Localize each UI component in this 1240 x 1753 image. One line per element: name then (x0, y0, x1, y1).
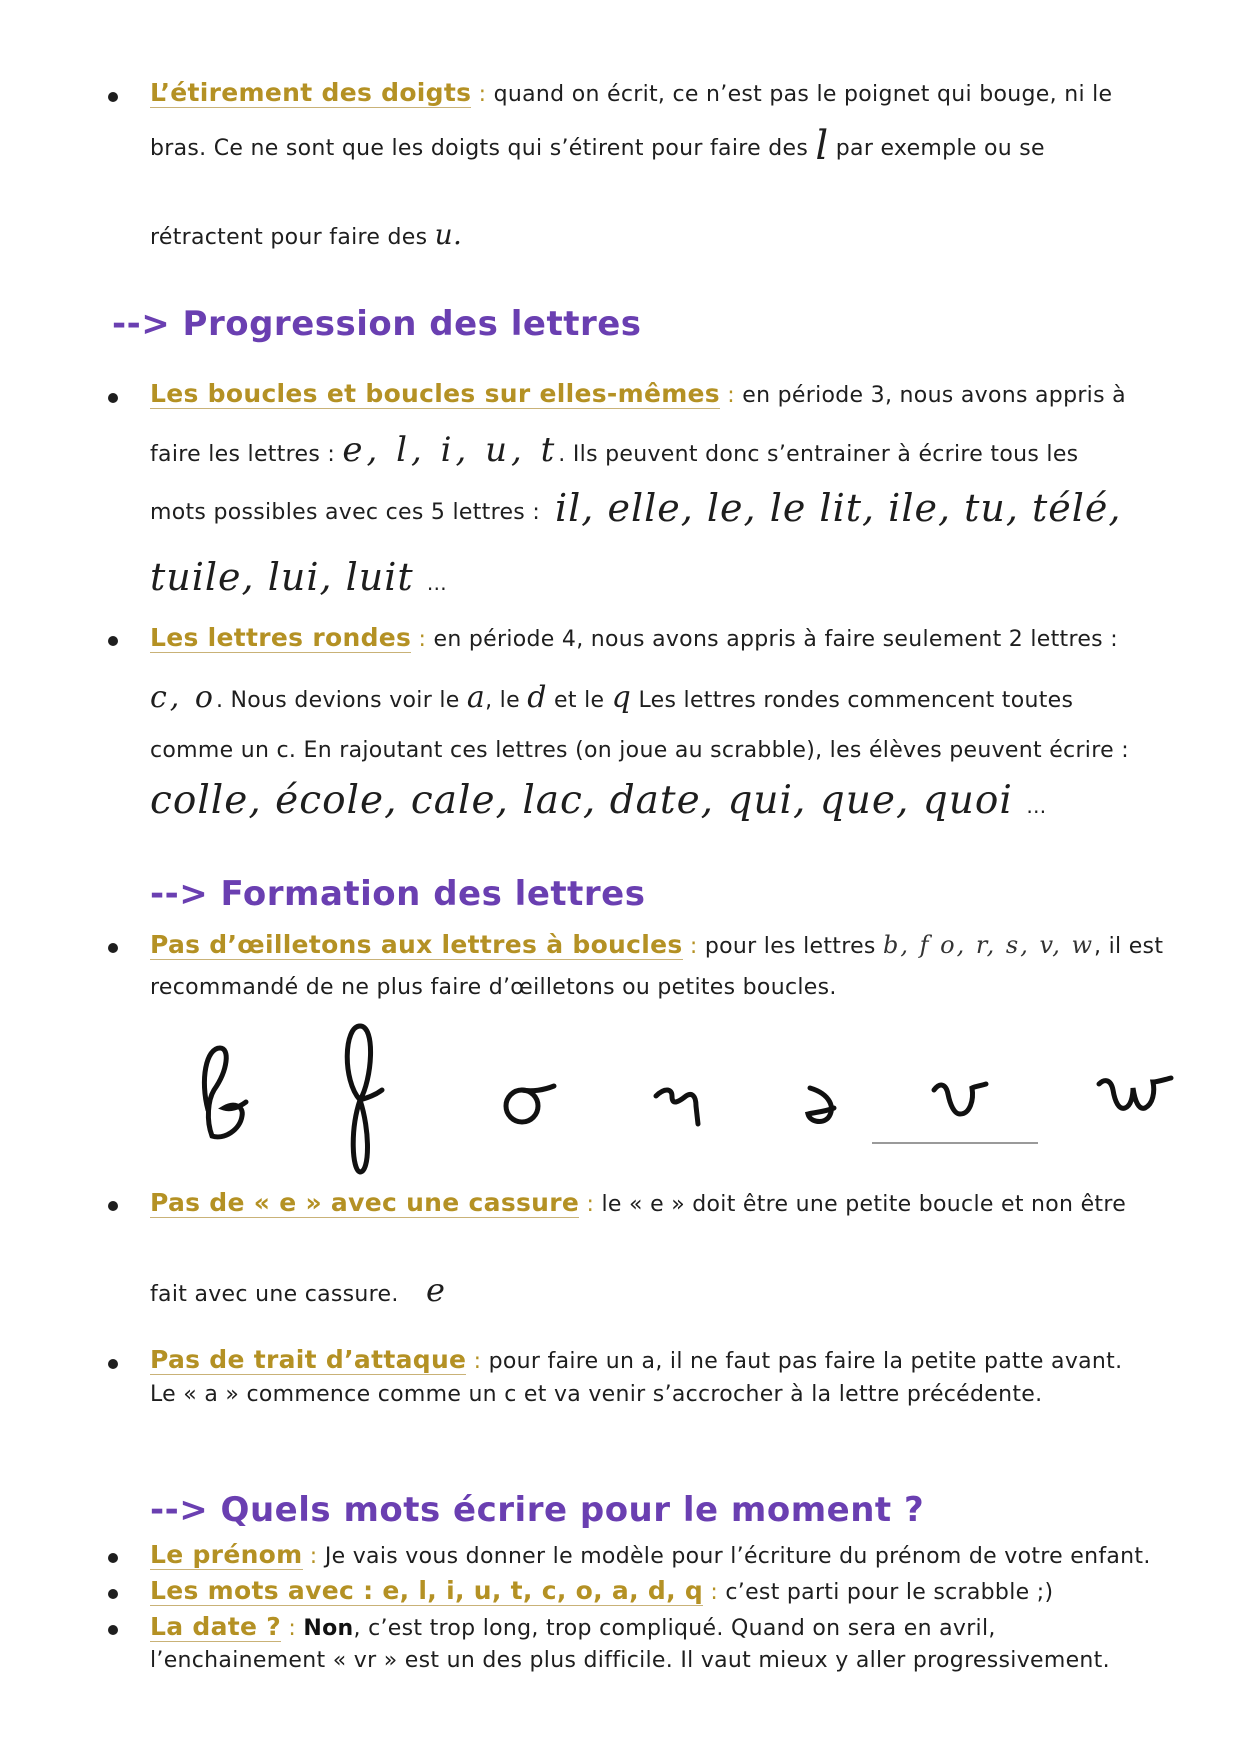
ecase-line-2 (150, 1271, 445, 1309)
bullet (108, 1201, 118, 1211)
name-key: Le prénom (150, 1540, 303, 1569)
cursive-letters-bforsvw: b, f o, r, s, v, w (882, 931, 1095, 959)
eyelets-text-2: recommandé de ne plus faire d’œilletons ou petites boucles. (150, 975, 837, 1000)
ecase-line-1 (150, 1188, 1126, 1217)
section-title-words: --> Quels mots écrire pour le moment ? (150, 1490, 925, 1530)
stretch-text-3: rétractent pour faire des (150, 225, 428, 250)
model-letter-b (190, 1040, 260, 1145)
round-text-2d: Les lettres rondes commencent toutes (638, 688, 1074, 713)
sep: : (586, 1192, 595, 1217)
attack-key: Pas de trait d’attaque (150, 1345, 467, 1374)
date-text-1: , c’est trop long, trop compliqué. Quand on sera en avril, (353, 1616, 996, 1641)
words-with-text: c’est parti pour le scrabble ;) (725, 1580, 1054, 1605)
round-text-2b: , le (485, 688, 520, 713)
loops-text-2a: faire les lettres : (150, 442, 336, 467)
bullet (108, 636, 118, 646)
section-title-formation: --> Formation des lettres (150, 874, 646, 914)
bullet (108, 92, 118, 102)
bullet (108, 1359, 118, 1369)
round-key: Les lettres rondes (150, 623, 412, 652)
attack-line-1 (150, 1345, 1122, 1374)
loops-text-2b: . Ils peuvent donc s’entrainer à écrire tous les (558, 442, 1079, 467)
attack-line-2 (150, 1382, 1042, 1407)
cursive-e: e (425, 1271, 446, 1309)
cursive-words-loops-1: il, elle, le, le lit, ile, tu, télé, (555, 486, 1122, 530)
attack-text-2: Le « a » commence comme un c et va venir s’accrocher à la lettre précédente. (150, 1382, 1043, 1407)
model-letter-o (500, 1080, 560, 1130)
stretch-key: L’étirement des doigts (150, 78, 472, 107)
date-no: Non (303, 1616, 354, 1641)
eyelets-text-1a: pour les lettres (704, 934, 876, 959)
round-text-1: en période 4, nous avons appris à faire seulement 2 lettres : (433, 627, 1118, 652)
attack-text-1: pour faire un a, il ne faut pas faire la petite patte avant. (488, 1349, 1123, 1374)
round-words: colle, école, cale, lac, date, qui, que, quoi (150, 778, 1013, 823)
stretch-line-2 (150, 123, 1045, 169)
loops-text-3: mots possibles avec ces 5 lettres : (150, 500, 541, 525)
loops-line-3 (150, 500, 540, 525)
bullet (108, 1625, 118, 1635)
words-with-key: Les mots avec : e, l, i, u, t, c, o, a, d, q (150, 1576, 704, 1605)
eyelets-key: Pas d’œilletons aux lettres à boucles (150, 930, 683, 959)
date-line-1 (150, 1612, 996, 1641)
cursive-q: q (611, 680, 632, 715)
stretch-text-2b: par exemple ou se (835, 136, 1045, 161)
eyelets-line-2 (150, 975, 837, 1000)
round-text-3: comme un c. En rajoutant ces lettres (on joue au scrabble), les élèves peuvent écrire : (150, 738, 1129, 763)
sep: : (689, 934, 698, 959)
sep: : (473, 1349, 482, 1374)
words-with-line (150, 1576, 1053, 1605)
round-text-2c: et le (554, 688, 605, 713)
cursive-words-loops-2 (150, 555, 448, 599)
model-letter-r (650, 1080, 710, 1130)
loops-line-1 (150, 379, 1126, 408)
sep: : (418, 627, 427, 652)
ecase-text-2: fait avec une cassure. (150, 1282, 399, 1307)
sep: : (478, 82, 487, 107)
model-letter-s (800, 1082, 850, 1128)
model-letter-f (330, 1020, 390, 1180)
sep: : (288, 1616, 297, 1641)
sep: : (727, 383, 735, 408)
bullet (108, 1589, 118, 1599)
ellipsis: … (1026, 794, 1048, 818)
ecase-key: Pas de « e » avec une cassure (150, 1188, 580, 1217)
cursive-d: d (527, 680, 547, 715)
round-line-2 (150, 680, 1073, 715)
cursive-words-round (150, 778, 1047, 823)
date-line-2 (150, 1648, 1110, 1673)
cursive-a: a (466, 680, 486, 715)
sep: : (710, 1580, 719, 1605)
name-text: Je vais vous donner le modèle pour l’écriture du prénom de votre enfant. (324, 1544, 1151, 1569)
loops-line-2 (150, 430, 1078, 470)
bullet (108, 943, 118, 953)
loops-words-2: tuile, lui, luit (150, 555, 414, 599)
eyelets-line-1 (150, 930, 1163, 959)
round-line-3 (150, 738, 1129, 763)
section-title-progression: --> Progression des lettres (112, 304, 642, 344)
cursive-u: u. (434, 218, 463, 251)
round-line-1 (150, 623, 1118, 652)
round-text-2a: . Nous devions voir le (215, 688, 460, 713)
model-letter-v (930, 1074, 990, 1124)
date-text-2: l’enchainement « vr » est un des plus difficile. Il vaut mieux y aller progressivement. (150, 1648, 1110, 1673)
model-letter-w (1095, 1070, 1175, 1120)
eyelets-text-1b: , il est (1094, 934, 1164, 959)
stretch-line-3 (150, 218, 462, 251)
stretch-text-1: quand on écrit, ce n’est pas le poignet qui bouge, ni le (493, 82, 1113, 107)
stretch-text-2a: bras. Ce ne sont que les doigts qui s’étirent pour faire des (150, 136, 809, 161)
ellipsis: … (426, 571, 448, 595)
cursive-letters-co: c, o (150, 680, 216, 715)
divider-line (872, 1142, 1038, 1144)
loops-text-1: en période 3, nous avons appris à (742, 383, 1126, 408)
cursive-l: l (815, 123, 829, 169)
bullet (108, 393, 118, 403)
sep: : (309, 1544, 318, 1569)
ecase-text-1: le « e » doit être une petite boucle et non être (601, 1192, 1127, 1217)
date-key: La date ? (150, 1612, 282, 1641)
bullet (108, 1553, 118, 1563)
stretch-line-1 (150, 78, 1112, 107)
loops-key: Les boucles et boucles sur elles-mêmes (150, 379, 720, 408)
cursive-letters-eliut: e, l, i, u, t (342, 430, 559, 470)
name-line (150, 1540, 1151, 1569)
